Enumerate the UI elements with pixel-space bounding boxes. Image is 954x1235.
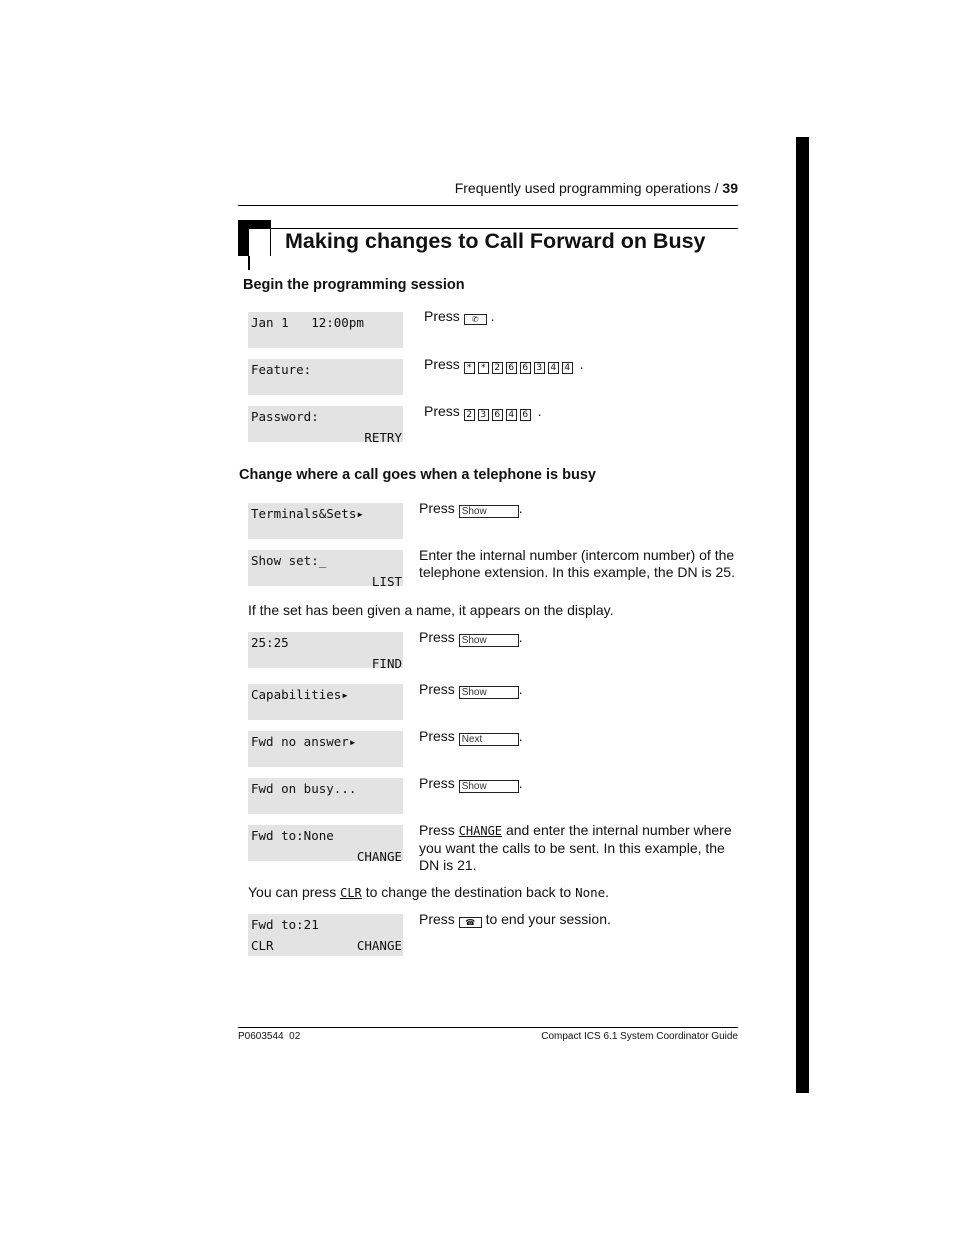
- lcd-display-8: [248, 731, 403, 767]
- clr-note-prefix: You can press: [248, 884, 337, 900]
- press-text: Press: [419, 681, 455, 697]
- press-text: Press: [419, 629, 455, 645]
- lcd-display-9: [248, 778, 403, 814]
- period: .: [518, 728, 523, 744]
- dialpad-key-2: 2: [464, 409, 475, 421]
- show-softkey: Show: [459, 780, 519, 793]
- dialpad-key-6: 6: [520, 409, 531, 421]
- lcd-display-1: [248, 312, 403, 348]
- dialpad-key-3: 3: [478, 409, 489, 421]
- press-text: Press: [419, 911, 455, 927]
- feature-key-icon: ✆: [464, 314, 487, 325]
- period: .: [518, 681, 523, 697]
- lcd-line-1: Capabilities▸: [251, 687, 349, 702]
- dialpad-key-6: 6: [506, 362, 517, 374]
- clr-note-end: .: [605, 884, 610, 900]
- dialpad-key-4: 4: [548, 362, 559, 374]
- dialpad-key-2: 2: [492, 362, 503, 374]
- lcd-display-11: [248, 914, 403, 956]
- next-softkey: Next: [459, 733, 519, 746]
- page-title: Making changes to Call Forward on Busy: [285, 229, 706, 253]
- press-text: Press: [424, 308, 460, 324]
- instruction-7: [419, 681, 741, 699]
- show-softkey: Show: [459, 634, 519, 647]
- instruction-6: [419, 629, 741, 647]
- change-instruction-text: and enter the internal number where you want the calls to be sent. In this example, the DN is 21.: [419, 822, 732, 873]
- lcd-line-1: Terminals&Sets▸: [251, 506, 364, 521]
- instruction-5: Enter the internal number (intercom number) of the telephone extension. In this example, the DN is 25.: [419, 547, 735, 580]
- footer-doc-number: P0603544 02: [238, 1031, 301, 1042]
- press-text: Press: [424, 356, 460, 372]
- footer-rule: [238, 1027, 738, 1028]
- page-number: 39: [722, 180, 738, 196]
- instruction-4: [419, 500, 741, 518]
- period: .: [518, 629, 523, 645]
- lcd-display-10: [248, 825, 403, 864]
- lcd-softkey-change: CHANGE: [356, 849, 402, 864]
- clr-note: [248, 884, 609, 900]
- lcd-line-1: Fwd no answer▸: [251, 734, 357, 749]
- title-marker-tick: [248, 256, 250, 270]
- end-session-text: to end your session.: [485, 911, 611, 927]
- show-softkey: Show: [459, 686, 519, 699]
- press-text: Press: [419, 775, 455, 791]
- period: .: [579, 356, 584, 372]
- header-separator: /: [714, 180, 719, 196]
- lcd-line-1: Feature:: [251, 362, 312, 377]
- lcd-display-5: [248, 550, 403, 589]
- period: .: [537, 403, 542, 419]
- press-text: Press: [419, 822, 455, 838]
- section-heading-begin: Begin the programming session: [243, 277, 465, 293]
- dialpad-key-6: 6: [492, 409, 503, 421]
- lcd-line-1: Fwd to:None: [251, 828, 334, 843]
- title-marker-inner: [249, 229, 270, 256]
- running-title: Frequently used programming operations: [454, 180, 711, 196]
- dialpad-key-star: *: [478, 362, 489, 374]
- instruction-10: [419, 822, 741, 874]
- page-edge-tab: [796, 137, 809, 1093]
- lcd-softkey-change: CHANGE: [356, 938, 402, 953]
- lcd-display-4: [248, 503, 403, 539]
- period: .: [518, 775, 523, 791]
- lcd-line-1: Fwd to:21: [251, 917, 319, 932]
- dialpad-key-4: 4: [506, 409, 517, 421]
- lcd-softkey-find: FIND: [371, 656, 402, 671]
- clr-note-middle: to change the destination back to: [365, 884, 572, 900]
- dialpad-key-4: 4: [562, 362, 573, 374]
- lcd-line-1: Show set:_: [251, 553, 327, 568]
- dialpad-key-3: 3: [534, 362, 545, 374]
- instruction-8: [419, 728, 741, 746]
- lcd-softkey-retry: RETRY: [364, 430, 402, 445]
- lcd-display-6: [248, 632, 403, 671]
- period: .: [490, 308, 495, 324]
- lcd-line-1: Fwd on busy...: [251, 781, 357, 796]
- show-softkey: Show: [459, 505, 519, 518]
- lcd-softkey-list: LIST: [371, 574, 402, 589]
- instruction-11: [419, 911, 741, 928]
- header-rule: [238, 205, 738, 206]
- release-key-icon: ☎: [459, 917, 482, 928]
- footer-guide-title: Compact ICS 6.1 System Coordinator Guide: [541, 1031, 738, 1042]
- name-note: If the set has been given a name, it appears on the display.: [248, 602, 614, 618]
- dialpad-key-star: *: [464, 362, 475, 374]
- instruction-3: [424, 403, 746, 421]
- lcd-display-2: [248, 359, 403, 395]
- lcd-softkey-clr: CLR: [251, 938, 274, 953]
- clr-softkey-label: CLR: [340, 886, 362, 900]
- none-display-word: None: [575, 885, 606, 900]
- lcd-line-1: Password:: [251, 409, 319, 424]
- press-text: Press: [419, 728, 455, 744]
- lcd-display-3: [248, 406, 403, 445]
- instruction-9: [419, 775, 741, 793]
- lcd-line-1: 25:25: [251, 635, 289, 650]
- dialpad-key-6: 6: [520, 362, 531, 374]
- running-header: [440, 180, 738, 196]
- section-heading-change: Change where a call goes when a telephone is busy: [239, 467, 596, 483]
- change-softkey-label: CHANGE: [458, 824, 503, 838]
- instruction-2: [424, 356, 746, 374]
- period: .: [518, 500, 523, 516]
- instruction-1: [424, 308, 746, 325]
- press-text: Press: [424, 403, 460, 419]
- press-text: Press: [419, 500, 455, 516]
- lcd-line-1: Jan 1 12:00pm: [251, 315, 364, 330]
- lcd-display-7: [248, 684, 403, 720]
